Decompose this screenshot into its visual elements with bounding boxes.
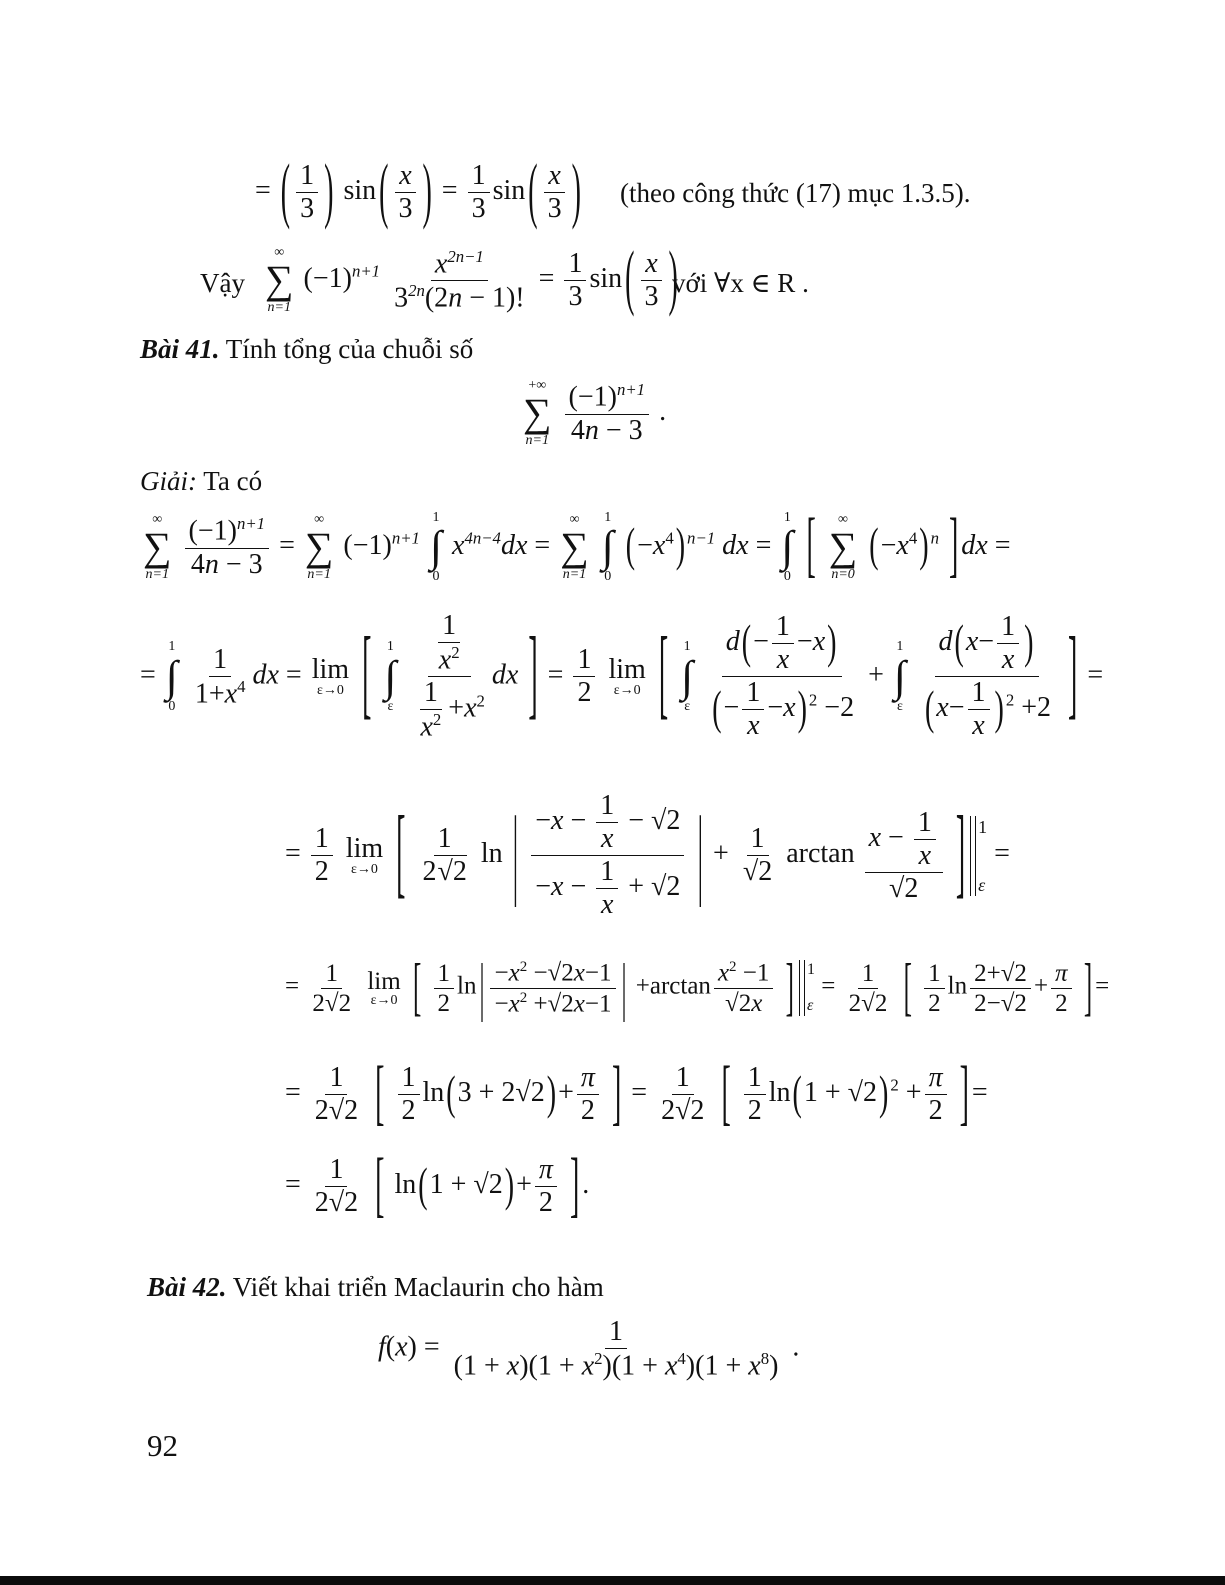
series-sum-result: ∞ ∑ n=1 $(-1)^{n+1}$ $\frac{x^{2n-1}}{3^{2n}(2n - 1)!}$ = $\frac{1}{3}$ sin ( $\frac{x}{3}$ )	[265, 238, 678, 320]
problem-42-function: f(x) = $\frac{1}{(1 + x)(1 + x^2)(1 + x^4)(1 + x^8)}$ .	[378, 1316, 800, 1382]
derivation-step-3: = $\frac{1}{2}$ lim ε→0 [ $\frac{1}{2√2}$ ln | −x − $\frac{1}{x}$ − √2 −x − $\frac{1}{x}$ + √2 | + $\frac{1}{√2}$ arctan x − $\frac{1}{x}$ √2 ] 1 ε =	[285, 790, 1010, 920]
problem-42-heading	[147, 1272, 604, 1303]
scan-bottom-edge	[0, 1576, 1225, 1585]
formula-reference-note: (theo công thức (17) mục 1.3.5).	[620, 178, 971, 208]
problem-41-heading	[140, 334, 473, 365]
derivation-step-1: ∞ ∑ n=1 $\frac{(-1)^{n+1}}{4n - 3}$ = ∞ ∑ n=1 $(-1)^{n+1}$ 1 ∫ 0 $x^{4n-4}dx$ = ∞ ∑ n=1 1 ∫ 0 $(-x^4)$ $^{n-1}$ dx = 1 ∫ 0 [ ∞ ∑ n=0 $(-x^4)$ $^n$ ] dx =	[143, 505, 1011, 587]
problem-42-statement: Viết khai triển Maclaurin cho hàm	[232, 1272, 604, 1302]
derivation-step-4: = $\frac{1}{2√2}$ lim ε→0 [ $\frac{1}{2}$ ln | $\frac{-x^2 -√2x-1}{-x^2 +√2x-1}$ | +arctan $\frac{x^2 -1}{√2x}$ ] 1 ε = $\frac{1}{2√2}$ [ $\frac{1}{2}$ ln $\frac{2+√2}{2-√2}$ + $\frac{\pi}{2}$ ] =	[285, 952, 1110, 1024]
page-number: 92	[147, 1428, 178, 1463]
problem-42-label: Bài 42.	[147, 1272, 227, 1302]
solution-intro: Ta có	[203, 466, 263, 496]
equation-line-1: = ( $\frac{1}{3}$ ) sin ( $\frac{x}{3}$ ) = $\frac{1}{3}$ sin ( $\frac{x}{3}$ )	[255, 150, 581, 232]
domain-condition: với ∀x ∈ R .	[672, 268, 809, 298]
conclusion-lead: Vậy	[200, 268, 245, 298]
problem-41-statement: Tính tổng của chuỗi số	[225, 334, 474, 364]
solution-label: Giải:	[140, 466, 197, 496]
problem-41-label: Bài 41.	[140, 334, 220, 364]
problem-41-series: +∞ ∑ n=1 $\frac{(-1)^{n+1}}{4n - 3}$ .	[523, 378, 667, 449]
solution-heading	[140, 466, 262, 497]
derivation-step-6: = $\frac{1}{2√2}$ [ ln(1 + √2)+ $\frac{\pi}{2}$ ] .	[285, 1144, 590, 1226]
derivation-step-5: = $\frac{1}{2√2}$ [ $\frac{1}{2}$ ln(3 + 2√2)+ $\frac{\pi}{2}$ ] = $\frac{1}{2√2}$ [ $\frac{1}{2}$ ln(1 + √2) $^2$ + $\frac{\pi}{2}$ ] =	[285, 1052, 988, 1134]
derivation-step-2: = 1 ∫ 0 $\frac{1}{1+x^4}$ dx = lim ε→0 [ 1 ∫ ε $\frac{1}{x^2}$ $\frac{1}{x^2}$ $+x^2$ dx ] = $\frac{1}{2}$ lim ε→0 [ 1 ∫ ε d(− $\frac{1}{x}$ −x) (− $\frac{1}{x}$ −x) $^2$ −2 + 1 ∫ ε d(x− $\frac{1}{x}$ ) (x− $\frac{1}{x}$ ) $^2$ +2 ] =	[140, 610, 1104, 743]
